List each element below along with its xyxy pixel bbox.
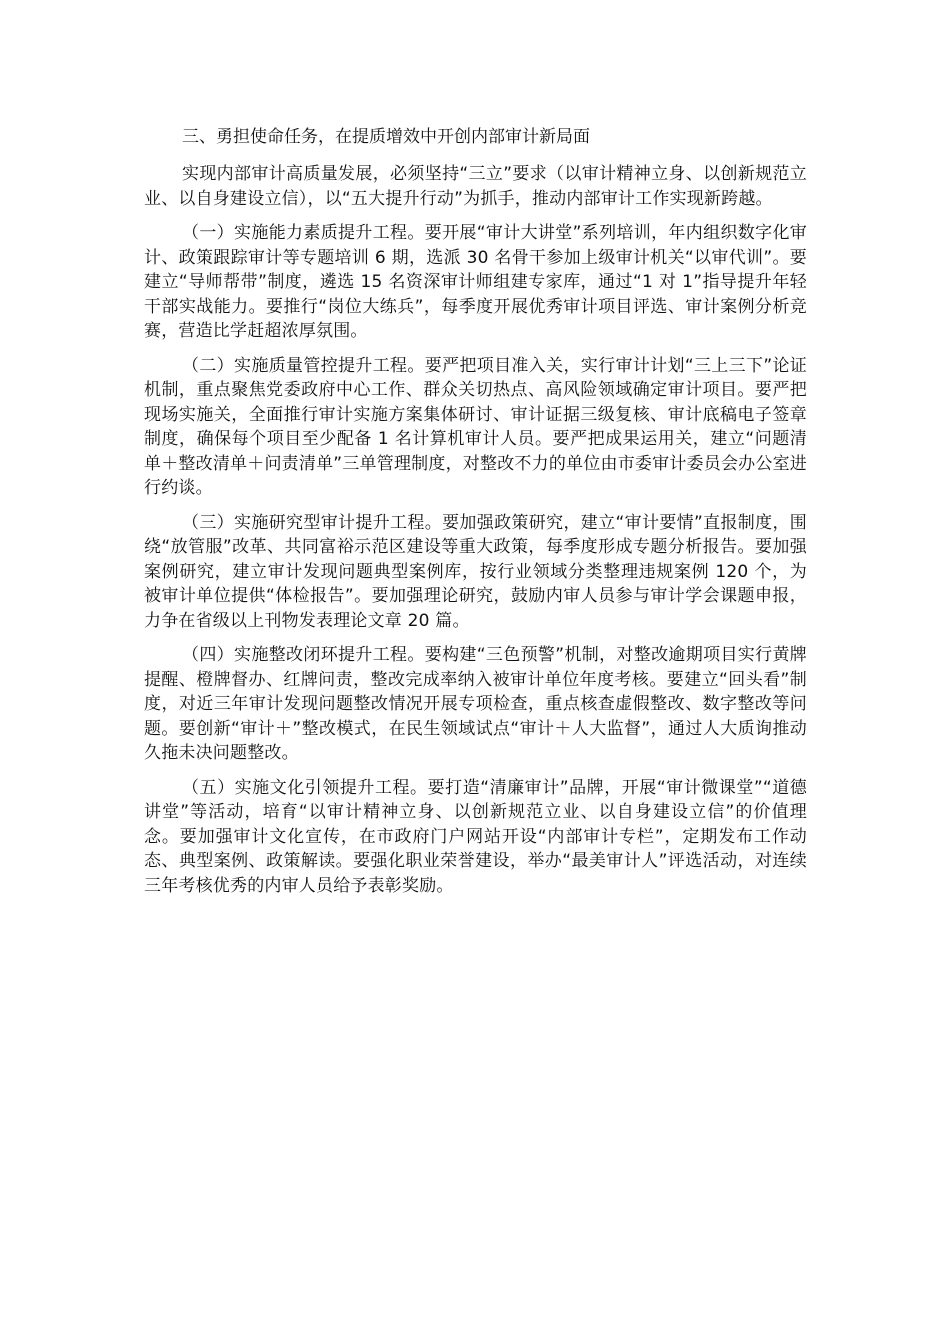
section-heading: 三、勇担使命任务，在提质增效中开创内部审计新局面 xyxy=(182,127,590,147)
paragraph-item-1: （一）实施能力素质提升工程。要开展“审计大讲堂”系列培训，年内组织数字化审计、政策跟踪审计等专题培训 6 期，选派 30 名骨干参加上级审计机关“以审代训”。要建立“导师帮带”制度，遴选 15 名资深审计师组建专家库，通过“1 对 1”指导提升年轻干部实战能力。要推行“岗位大练兵”，每季度开展优秀审计项目评选、审计案例分析竞赛，营造比学赶超浓厚氛围。 xyxy=(144,223,807,341)
paragraph-item-3: （三）实施研究型审计提升工程。要加强政策研究，建立“审计要情”直报制度，围绕“放管服”改革、共同富裕示范区建设等重大政策，每季度形成专题分析报告。要加强案例研究，建立审计发现问题典型案例库，按行业领域分类整理违规案例 120 个，为被审计单位提供“体检报告”。要加强理论研究，鼓励内审人员参与审计学会课题申报，力争在省级以上刊物发表理论文章 20 篇。 xyxy=(144,512,807,631)
paragraph-item-2: （二）实施质量管控提升工程。要严把项目准入关，实行审计计划“三上三下”论证机制，重点聚焦党委政府中心工作、群众关切热点、高风险领域确定审计项目。要严把现场实施关，全面推行审计实施方案集体研讨、审计证据三级复核、审计底稿电子签章制度，确保每个项目至少配备 1 名计算机审计人员。要严把成果运用关，建立“问题清单＋整改清单＋问责清单”三单管理制度，对整改不力的单位由市委审计委员会办公室进行约谈。 xyxy=(144,355,807,498)
paragraph-item-4: （四）实施整改闭环提升工程。要构建“三色预警”机制，对整改逾期项目实行黄牌提醒、橙牌督办、红牌问责，整改完成率纳入被审计单位年度考核。要建立“回头看”制度，对近三年审计发现问题整改情况开展专项检查，重点核查虚假整改、数字整改等问题。要创新“审计＋”整改模式，在民生领域试点“审计＋人大监督”，通过人大质询推动久拖未决问题整改。 xyxy=(144,645,807,763)
paragraph-item-5: （五）实施文化引领提升工程。要打造“清廉审计”品牌，开展“审计微课堂”“道德讲堂”等活动，培育“以审计精神立身、以创新规范立业、以自身建设立信”的价值理念。要加强审计文化宣传，在市政府门户网站开设“内部审计专栏”，定期发布工作动态、典型案例、政策解读。要强化职业荣誉建设，举办“最美审计人”评选活动，对连续三年考核优秀的内审人员给予表彰奖励。 xyxy=(144,777,807,896)
document-page xyxy=(144,122,807,908)
paragraph-intro: 实现内部审计高质量发展，必须坚持“三立”要求（以审计精神立身、以创新规范立业、以自身建设立信），以“五大提升行动”为抓手，推动内部审计工作实现新跨越。 xyxy=(144,164,807,209)
